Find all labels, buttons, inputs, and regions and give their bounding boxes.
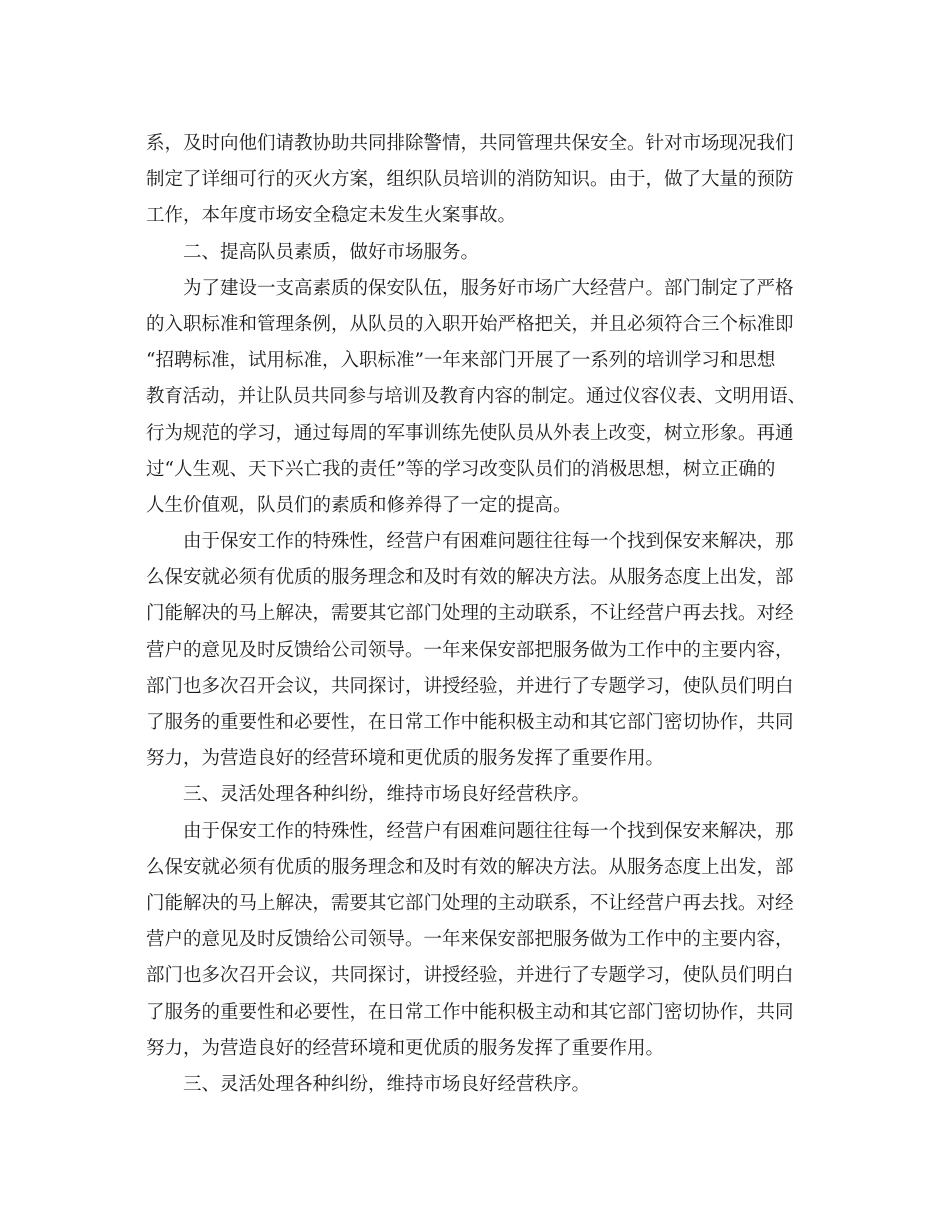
- text-line: 部门也多次召开会议，共同探讨，讲授经验，并进行了专题学习，使队员们明白: [146, 675, 794, 697]
- text-line: 二、提高队员素质，做好市场服务。: [183, 241, 480, 263]
- text-line: 门能解决的马上解决，需要其它部门处理的主动联系，不让经营户再去找。对经: [146, 603, 794, 625]
- text-line: 工作，本年度市场安全稳定未发生火案事故。: [146, 205, 517, 227]
- text-line: 营户的意见及时反馈给公司领导。一年来保安部把服务做为工作中的主要内容，: [146, 639, 794, 661]
- text-line: 系，及时向他们请教协助共同排除警情，共同管理共保安全。针对市场现况我们: [146, 133, 794, 154]
- text-line: 营户的意见及时反馈给公司领导。一年来保安部把服务做为工作中的主要内容，: [146, 929, 794, 951]
- text-line: 的入职标准和管理条例，从队员的入职开始严格把关，并且必须符合三个标准即: [146, 313, 794, 335]
- text-line: 努力，为营造良好的经营环境和更优质的服务发挥了重要作用。: [146, 748, 665, 770]
- text-line: “招聘标准，试用标准，入职标准”一年来部门开展了一系列的培训学习和思想: [146, 350, 776, 372]
- text-line: 努力，为营造良好的经营环境和更优质的服务发挥了重要作用。: [146, 1037, 665, 1059]
- text-line: 门能解决的马上解决，需要其它部门处理的主动联系，不让经营户再去找。对经: [146, 892, 794, 914]
- text-line: 三、灵活处理各种纠纷，维持市场良好经营秩序。: [183, 1073, 591, 1095]
- document-body: [146, 126, 806, 1103]
- text-line: 三、灵活处理各种纠纷，维持市场良好经营秩序。: [183, 784, 591, 806]
- text-line: 么保安就必须有优质的服务理念和及时有效的解决方法。从服务态度上出发，部: [146, 856, 794, 878]
- text-line: 了服务的重要性和必要性，在日常工作中能积极主动和其它部门密切协作，共同: [146, 1001, 794, 1023]
- text-line: 为了建设一支高素质的保安队伍，服务好市场广大经营户。部门制定了严格: [183, 277, 794, 299]
- text-line: 了服务的重要性和必要性，在日常工作中能积极主动和其它部门密切协作，共同: [146, 712, 794, 733]
- text-line: 制定了详细可行的灭火方案，组织队员培训的消防知识。由于，做了大量的预防: [146, 169, 794, 191]
- text-line: 部门也多次召开会议，共同探讨，讲授经验，并进行了专题学习，使队员们明白: [146, 965, 794, 987]
- text-line: 行为规范的学习，通过每周的军事训练先使队员从外表上改变，树立形象。再通: [146, 422, 794, 444]
- text-line: 过“人生观、天下兴亡我的责任”等的学习改变队员们的消极思想，树立正确的: [146, 458, 776, 480]
- text-line: 由于保安工作的特殊性，经营户有困难问题往往每一个找到保安来解决，那: [183, 820, 794, 842]
- text-line: 么保安就必须有优质的服务理念和及时有效的解决方法。从服务态度上出发，部: [146, 567, 794, 589]
- text-line: 教育活动，并让队员共同参与培训及教育内容的制定。通过仪容仪表、文明用语、: [146, 386, 807, 408]
- text-line: 人生价值观，队员们的素质和修养得了一定的提高。: [146, 494, 572, 516]
- text-line: 由于保安工作的特殊性，经营户有困难问题往往每一个找到保安来解决，那: [183, 531, 794, 553]
